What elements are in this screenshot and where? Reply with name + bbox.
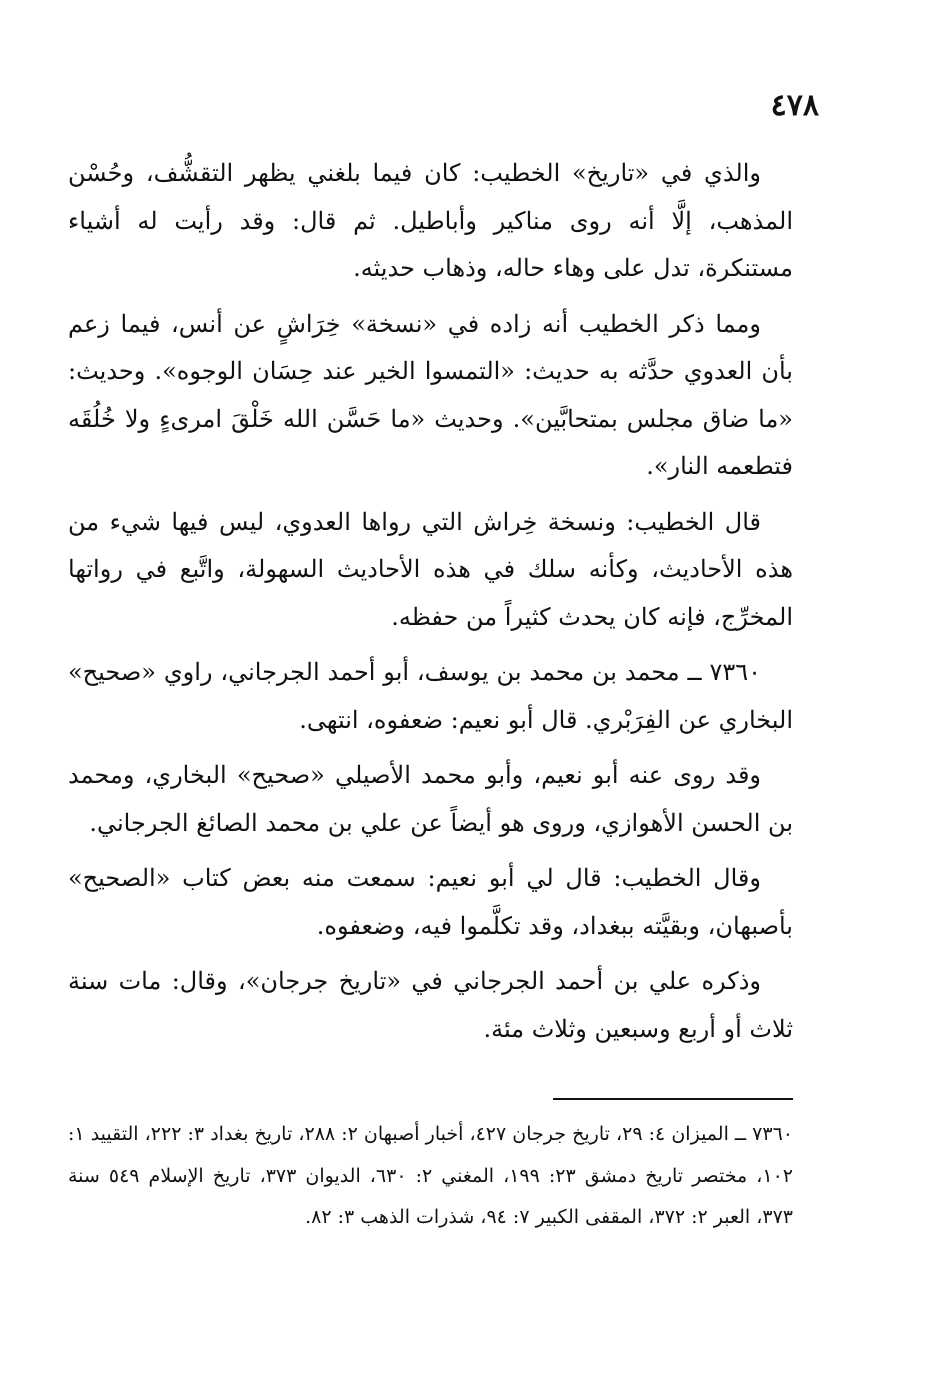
footnote-separator — [553, 1098, 793, 1100]
footnote: ٧٣٦٠ ــ الميزان ٤: ٢٩، تاريخ جرجان ٤٢٧، أخبار أصبهان ٢: ٢٨٨، تاريخ بغداد ٣: ٢٢٢، التقييد ١: ١٠٢، مختصر تاريخ دمشق ٢٣: ١٩٩، المغني ٢: ٦٣٠، الديوان ٣٧٣، تاريخ الإسلام ٥٤٩ سنة ٣٧٣، العبر ٢: ٣٧٢، المقفى الكبير ٧: ٩٤، شذرات الذهب ٣: ٨٢. — [68, 1123, 793, 1228]
main-text — [68, 150, 793, 1061]
paragraph: والذي في «تاريخ» الخطيب: كان فيما بلغني يظهر التقشُّف، وحُسْن المذهب، إلَّا أنه روى مناكير وأباطيل. ثم قال: وقد رأيت له أشياء مستنكرة، تدل على وهاء حاله، وذهاب حديثه. — [68, 159, 794, 282]
paragraph: وقال الخطيب: قال لي أبو نعيم: سمعت منه بعض كتاب «الصحيح» بأصبهان، وبقيَّته ببغداد، وقد تكلَّموا فيه، وضعفوه. — [68, 864, 793, 940]
page-number: ٤٧٨ — [770, 88, 819, 123]
biography-entry: ٧٣٦٠ ــ محمد بن محمد بن يوسف، أبو أحمد الجرجاني، راوي «صحيح» البخاري عن الفِرَبْري. قال أبو نعيم: ضعفوه، انتهى. — [68, 658, 793, 734]
paragraph: وذكره علي بن أحمد الجرجاني في «تاريخ جرجان»، وقال: مات سنة ثلاث أو أربع وسبعين وثلاث مئة. — [68, 967, 793, 1043]
paragraph: قال الخطيب: ونسخة خِراش التي رواها العدوي، ليس فيها شيء من هذه الأحاديث، وكأنه سلك في هذه الأحاديث السهولة، واتَّبع في رواتها المخرِّج، فإنه كان يحدث كثيراً من حفظه. — [68, 507, 793, 631]
paragraph: وقد روى عنه أبو نعيم، وأبو محمد الأصيلي «صحيح» البخاري، ومحمد بن الحسن الأهوازي، وروى هو أيضاً عن علي بن محمد الصائغ الجرجاني. — [68, 761, 793, 837]
paragraph: ومما ذكر الخطيب أنه زاده في «نسخة» خِرَاشٍ عن أنس، فيما زعم بأن العدوي حدَّثه به حديث: «التمسوا الخير عند حِسَان الوجوه». وحديث: «ما ضاق مجلس بمتحابَّين». وحديث «ما حَسَّن الله خَلْقَ امرىءٍ ولا خُلُقَه فتطعمه النار». — [68, 309, 793, 480]
